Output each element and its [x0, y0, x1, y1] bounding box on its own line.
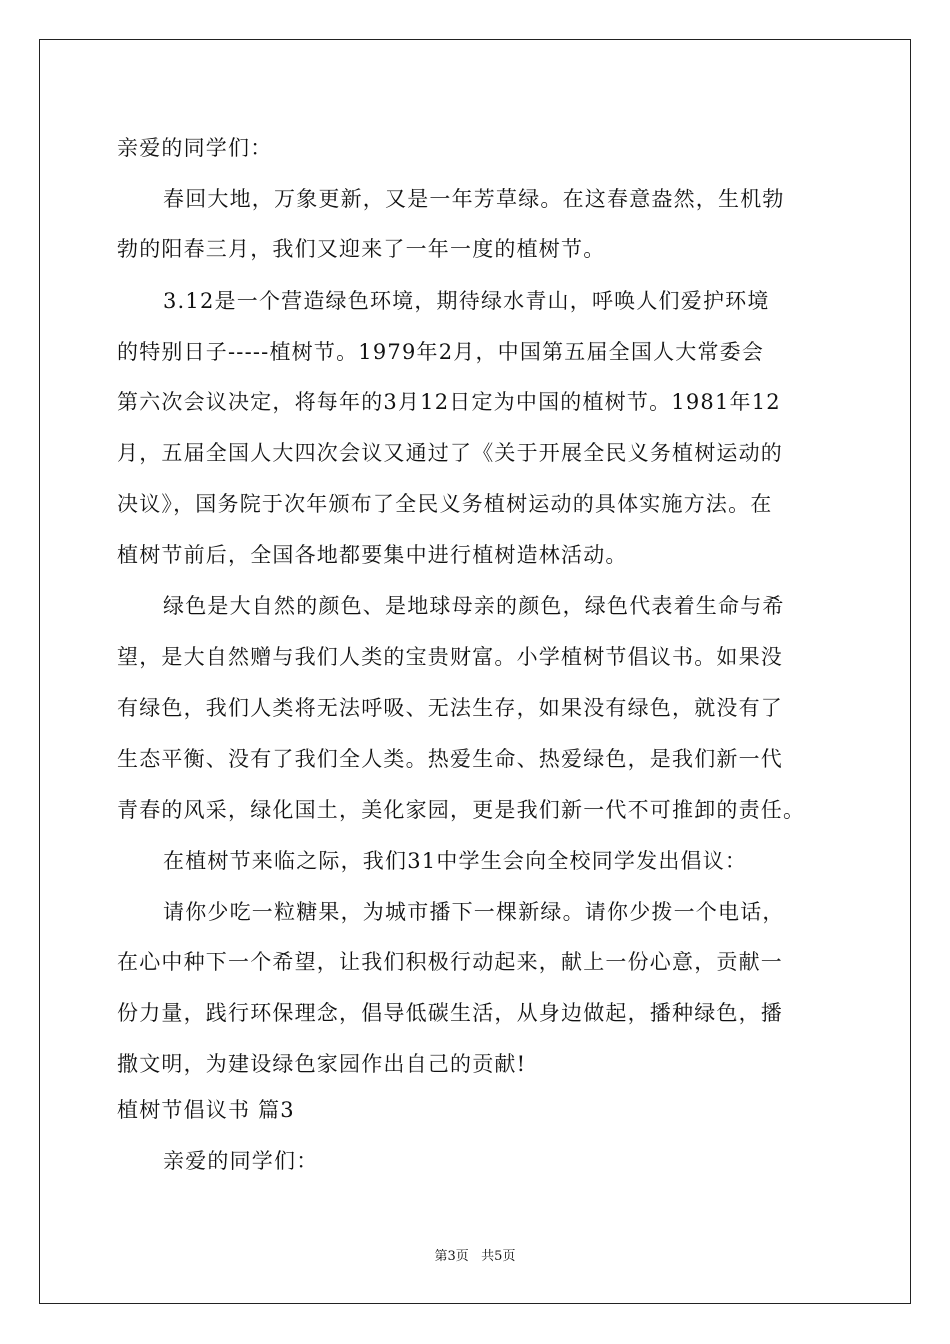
greeting-line: 亲爱的同学们： [163, 1149, 319, 1173]
greeting-line: 亲爱的同学们： [117, 136, 273, 160]
paragraph-line: 月，五届全国人大四次会议又通过了《关于开展全民义务植树运动的 [117, 441, 783, 465]
paragraph-line: 在心中种下一个希望，让我们积极行动起来，献上一份心意，贡献一 [117, 950, 783, 974]
paragraph-line: 生态平衡、没有了我们全人类。热爱生命、热爱绿色，是我们新一代 [117, 747, 783, 771]
paragraph-line: 请你少吃一粒糖果，为城市播下一棵新绿。请你少拨一个电话， [163, 900, 785, 924]
page-number-footer: 第3页 共5页 [434, 1249, 516, 1264]
paragraph-line: 第六次会议决定，将每年的3月12日定为中国的植树节。1981年12 [117, 390, 781, 414]
paragraph-line: 在植树节来临之际，我们31中学生会向全校同学发出倡议： [163, 849, 748, 873]
paragraph-line: 份力量，践行环保理念，倡导低碳生活，从身边做起，播种绿色，播 [117, 1001, 783, 1025]
paragraph-line: 撒文明，为建设绿色家园作出自己的贡献! [117, 1052, 527, 1076]
section-heading: 植树节倡议书 篇3 [117, 1098, 295, 1122]
paragraph-line: 勃的阳春三月，我们又迎来了一年一度的植树节。 [117, 237, 606, 261]
paragraph-line: 的特别日子-----植树节。1979年2月，中国第五届全国人大常委会 [117, 340, 765, 364]
paragraph-line: 3.12是一个营造绿色环境，期待绿水青山，呼唤人们爱护环境 [163, 289, 770, 313]
paragraph-line: 望，是大自然赠与我们人类的宝贵财富。小学植树节倡议书。如果没 [117, 645, 783, 669]
paragraph-line: 决议》，国务院于次年颁布了全民义务植树运动的具体实施方法。在 [117, 492, 773, 516]
paragraph-line: 植树节前后，全国各地都要集中进行植树造林活动。 [117, 543, 628, 567]
paragraph-line: 绿色是大自然的颜色、是地球母亲的颜色，绿色代表着生命与希 [163, 594, 785, 618]
paragraph-line: 青春的风采，绿化国土，美化家园，更是我们新一代不可推卸的责任。 [117, 798, 806, 822]
paragraph-line: 春回大地，万象更新，又是一年芳草绿。在这春意盎然，生机勃 [163, 187, 785, 211]
paragraph-line: 有绿色，我们人类将无法呼吸、无法生存，如果没有绿色，就没有了 [117, 696, 783, 720]
